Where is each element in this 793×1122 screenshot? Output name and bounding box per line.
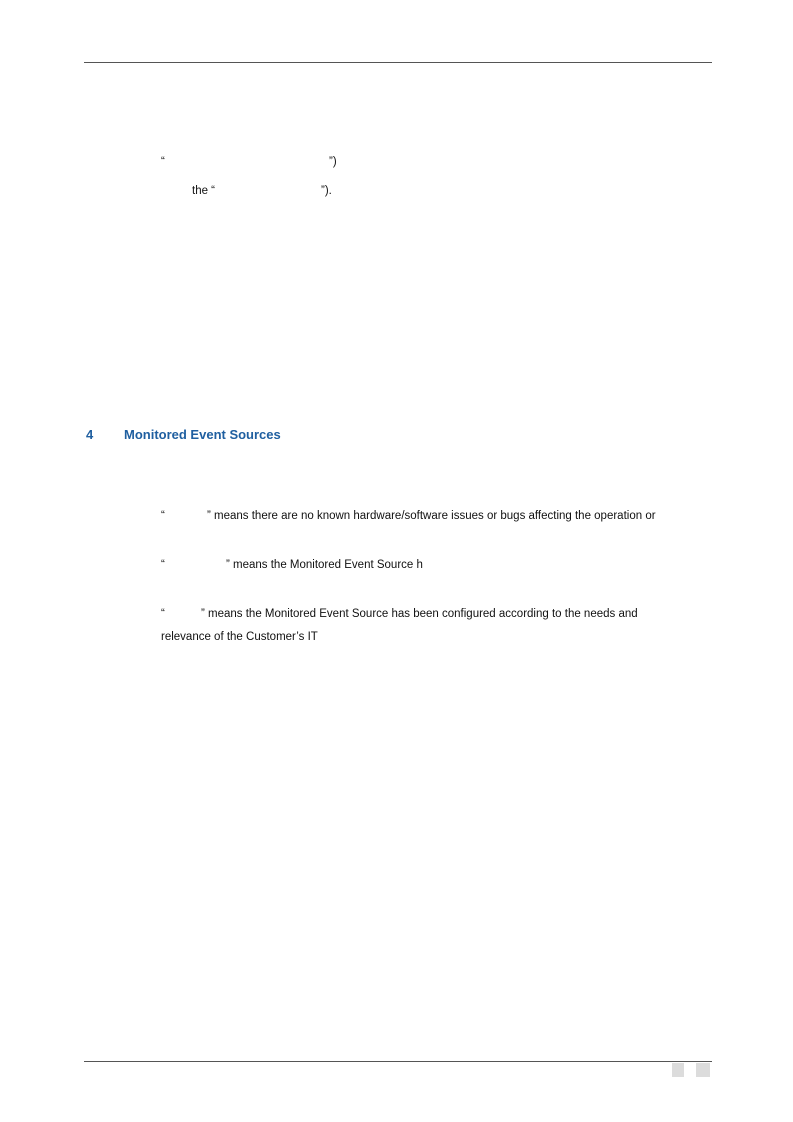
definition-1-text: ” means there are no known hardware/software issues or bugs affecting the operation or bbox=[207, 510, 656, 522]
fragment-line-2-open: the “ bbox=[192, 185, 216, 197]
definition-3-open-quote: “ bbox=[161, 608, 165, 620]
definition-2-text: ” means the Monitored Event Source h bbox=[226, 559, 423, 571]
fragment-line-2-close: ”). bbox=[321, 185, 332, 197]
footer-mark-right bbox=[696, 1063, 710, 1077]
header-rule bbox=[84, 62, 712, 63]
section-title: Monitored Event Sources bbox=[124, 427, 281, 442]
fragment-line-1-close: ”) bbox=[329, 156, 337, 168]
fragment-line-1-open: “ bbox=[161, 156, 165, 168]
definition-3-continuation: relevance of the Customer’s IT bbox=[161, 631, 318, 643]
definition-3-text: ” means the Monitored Event Source has been configured according to the needs and bbox=[201, 608, 638, 620]
definition-1-open-quote: “ bbox=[161, 510, 165, 522]
footer-mark-left bbox=[672, 1063, 684, 1077]
footer-rule bbox=[84, 1061, 712, 1062]
definition-2-open-quote: “ bbox=[161, 559, 165, 571]
section-number: 4 bbox=[86, 427, 94, 442]
